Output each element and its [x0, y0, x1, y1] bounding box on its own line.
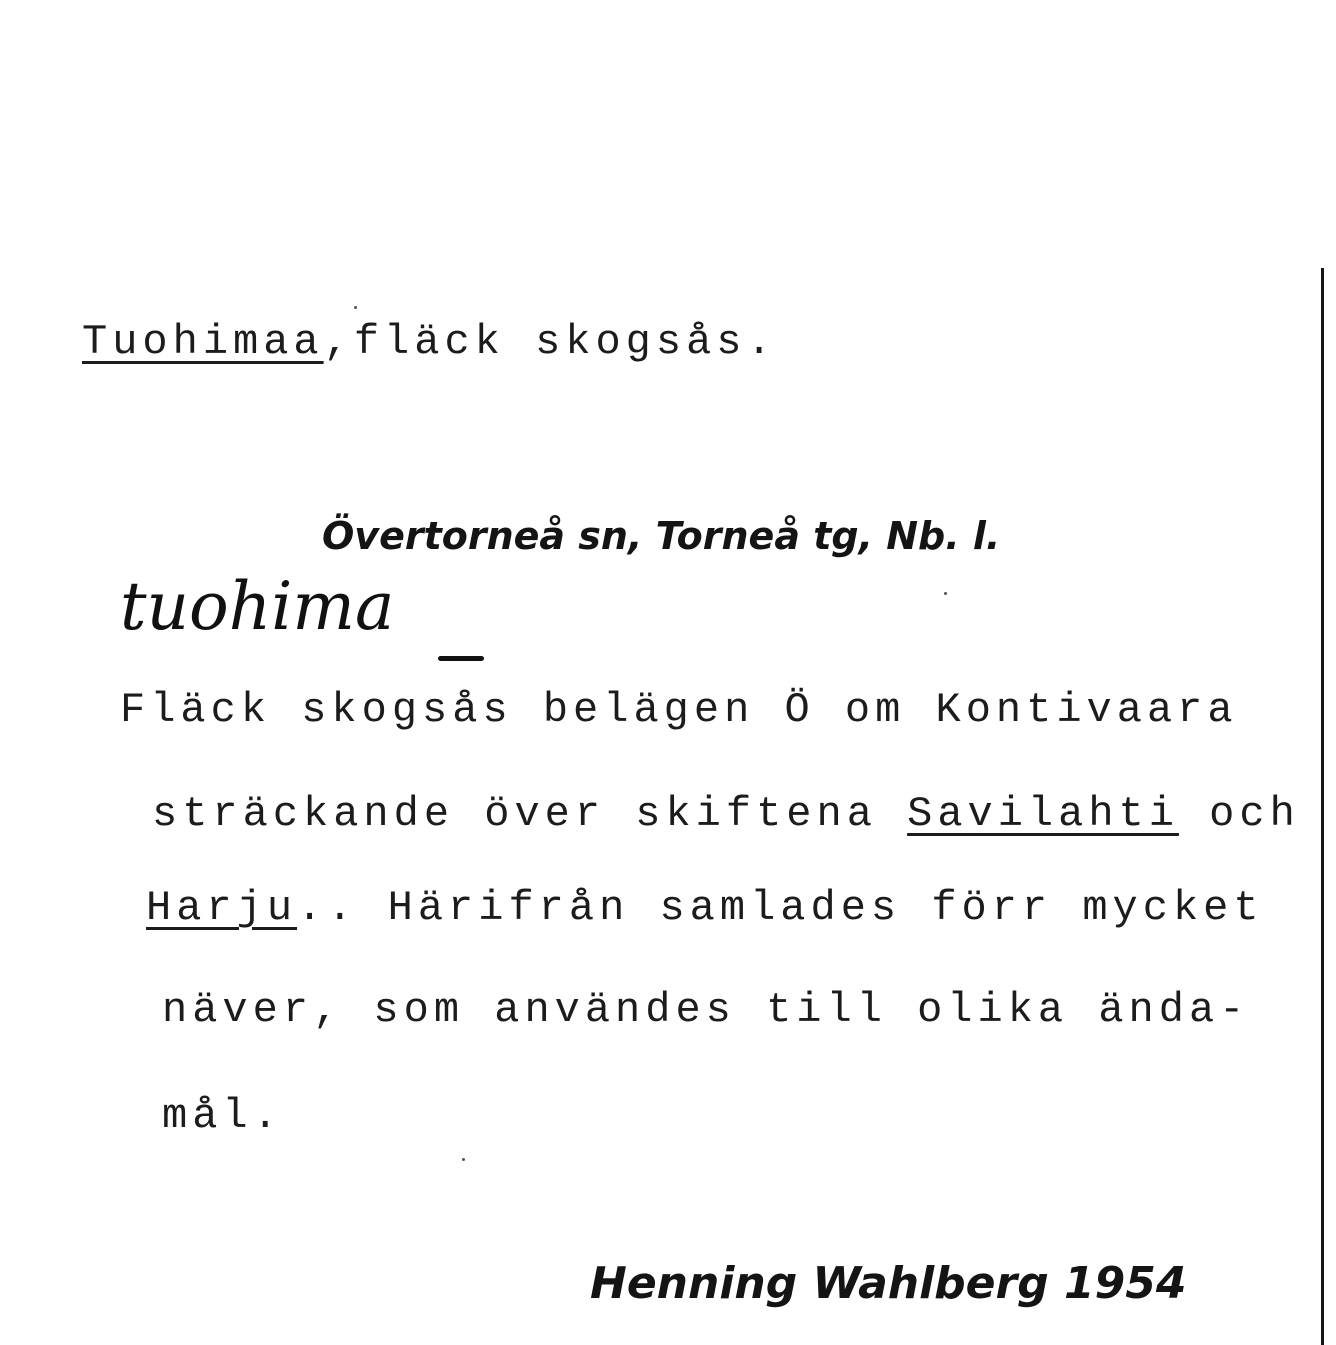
ink-speck [462, 1158, 465, 1161]
headword-line [82, 318, 777, 366]
ink-speck [354, 306, 357, 309]
ink-speck [944, 592, 947, 595]
body-line-1: Fläck skogsås belägen Ö om Kontivaara [120, 686, 1238, 734]
body-line-5: mål. [162, 1092, 283, 1140]
headword-definition: ,fläck skogsås. [323, 318, 777, 366]
place-name-harju: Harju [146, 884, 298, 932]
body-line-2: sträckande över skiftena Savilahti och [152, 790, 1300, 838]
body-line-3: Harju.. Härifrån samlades förr mycket [146, 884, 1264, 932]
card-edge-line [1321, 268, 1324, 1345]
signature-stamp: Henning Wahlberg 1954 [590, 1258, 1187, 1309]
body-line-4: näver, som användes till olika ända- [162, 986, 1250, 1034]
place-name-savilahti: Savilahti [907, 790, 1179, 838]
location-stamp: Övertorneå sn, Torneå tg, Nb. l. [322, 514, 1001, 558]
headword: Tuohimaa [82, 318, 324, 366]
handwritten-underline [438, 656, 484, 661]
handwritten-form: tuohima [120, 568, 395, 645]
